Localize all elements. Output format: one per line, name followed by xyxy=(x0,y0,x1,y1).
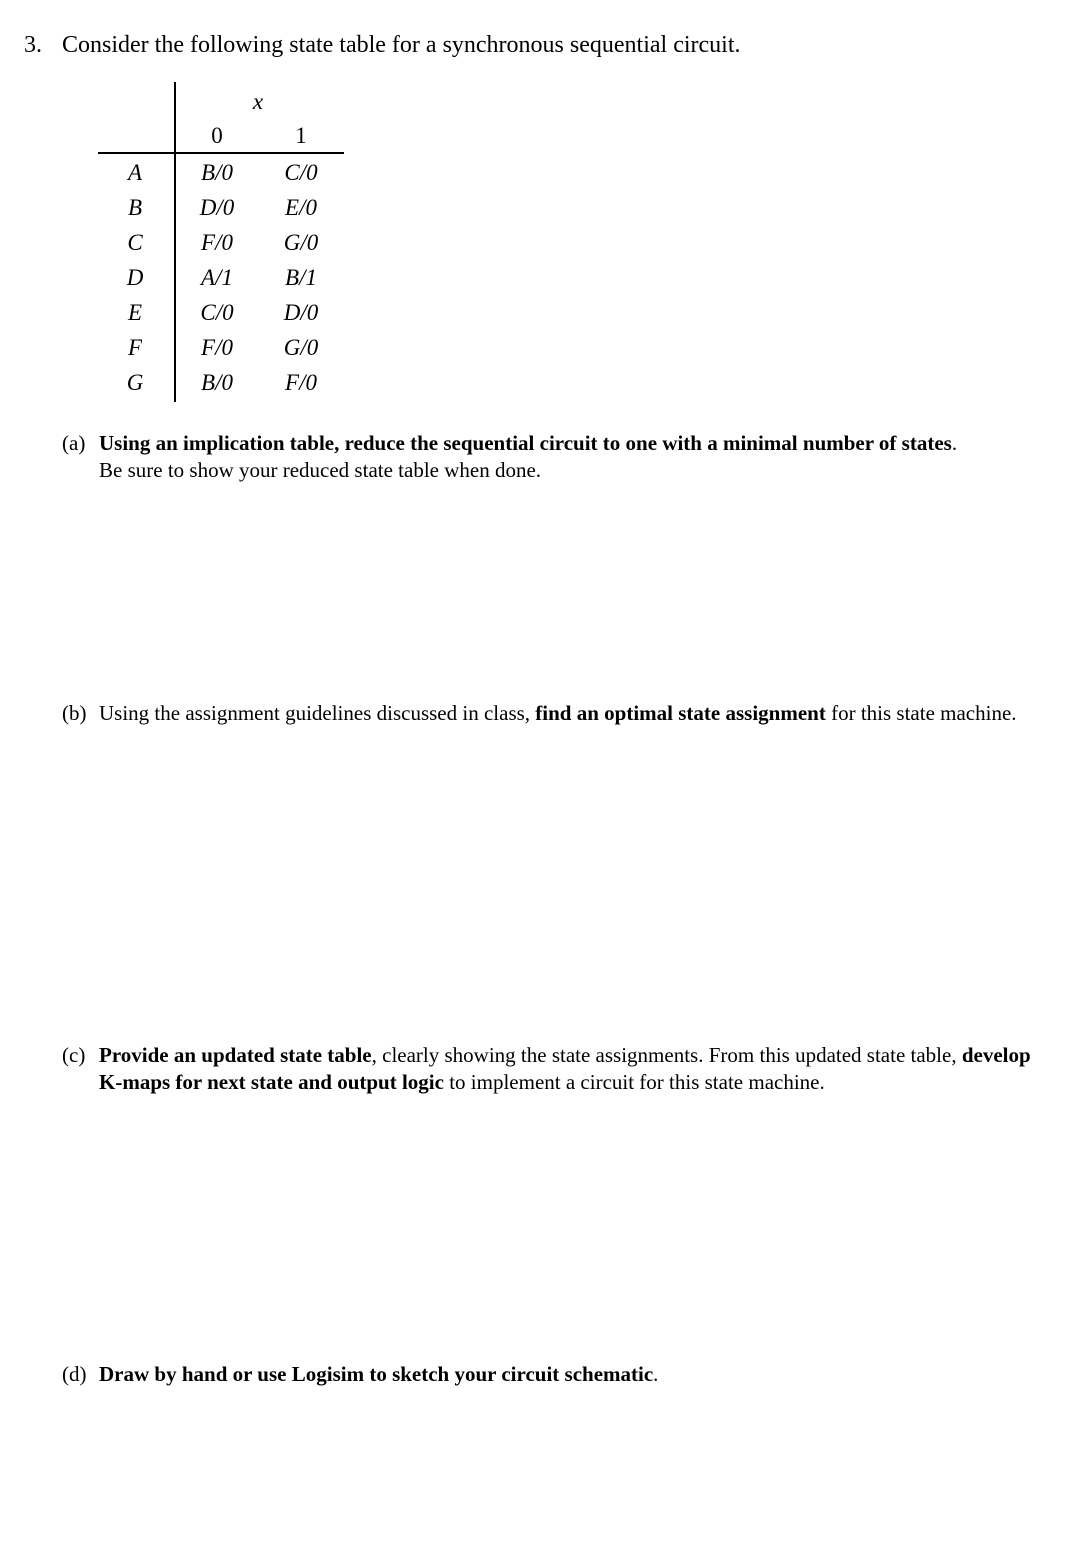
part-d xyxy=(62,1361,1052,1388)
part-c-body xyxy=(99,1042,1052,1096)
part-c-bold1: Provide an updated state table xyxy=(99,1043,372,1067)
question-number: 3. xyxy=(24,32,42,58)
part-a-bold: Using an implication table, reduce the sequential circuit to one with a minimal number of states xyxy=(99,431,952,455)
table-vertical-divider xyxy=(174,82,176,402)
part-c-label: (c) xyxy=(62,1043,86,1067)
state-label: D xyxy=(126,265,144,290)
next-state-x0: D/0 xyxy=(199,195,235,220)
next-state-x0: F/0 xyxy=(201,230,233,255)
part-b xyxy=(62,700,1052,727)
state-label: A xyxy=(127,160,143,185)
input-variable-label: x xyxy=(252,89,264,114)
state-table xyxy=(98,82,344,404)
next-state-x1: D/0 xyxy=(283,300,319,325)
next-state-x0: B/0 xyxy=(201,160,233,185)
state-label: G xyxy=(126,370,144,395)
part-b-label: (b) xyxy=(62,701,87,725)
part-a-period: . xyxy=(951,431,958,455)
next-state-x0: A/1 xyxy=(201,265,233,290)
part-a-line2: Be sure to show your reduced state table when done. xyxy=(99,458,542,482)
part-a xyxy=(62,430,1052,484)
question-header xyxy=(24,30,741,60)
next-state-x0: C/0 xyxy=(200,300,234,325)
state-label: F xyxy=(127,335,143,360)
state-label: B xyxy=(127,195,143,220)
next-state-x1: B/1 xyxy=(285,265,317,290)
next-state-x1: F/0 xyxy=(285,370,317,395)
next-state-x1: E/0 xyxy=(285,195,317,220)
state-label: E xyxy=(127,300,143,325)
question-intro: Consider the following state table for a synchronous sequential circuit. xyxy=(62,32,741,58)
part-c xyxy=(62,1042,1052,1096)
part-b-bold: find an optimal state assignment xyxy=(535,701,826,725)
next-state-x1: G/0 xyxy=(283,230,319,255)
part-b-body xyxy=(99,700,1052,727)
part-d-label: (d) xyxy=(62,1362,87,1386)
part-d-period: . xyxy=(653,1362,659,1386)
column-header-1: 1 xyxy=(295,123,307,148)
table-horizontal-divider xyxy=(98,152,344,154)
state-label: C xyxy=(127,230,143,255)
next-state-x0: B/0 xyxy=(201,370,233,395)
next-state-x1: C/0 xyxy=(284,160,318,185)
part-a-body xyxy=(99,430,1052,484)
part-d-bold: Draw by hand or use Logisim to sketch your circuit schematic xyxy=(99,1362,654,1386)
part-d-body xyxy=(99,1361,1052,1388)
next-state-x0: F/0 xyxy=(201,335,233,360)
next-state-x1: G/0 xyxy=(283,335,319,360)
part-c-text1: , clearly showing the state assignments. From this updated state table, xyxy=(371,1043,962,1067)
column-header-0: 0 xyxy=(211,123,223,148)
part-c-bold2: develop K-maps for next state and output logic xyxy=(99,1043,1031,1094)
part-b-text1: Using the assignment guidelines discussed in class, xyxy=(99,701,536,725)
part-c-text2: to implement a circuit for this state machine. xyxy=(443,1070,825,1094)
part-a-label: (a) xyxy=(62,431,86,455)
part-b-text2: for this state machine. xyxy=(825,701,1017,725)
